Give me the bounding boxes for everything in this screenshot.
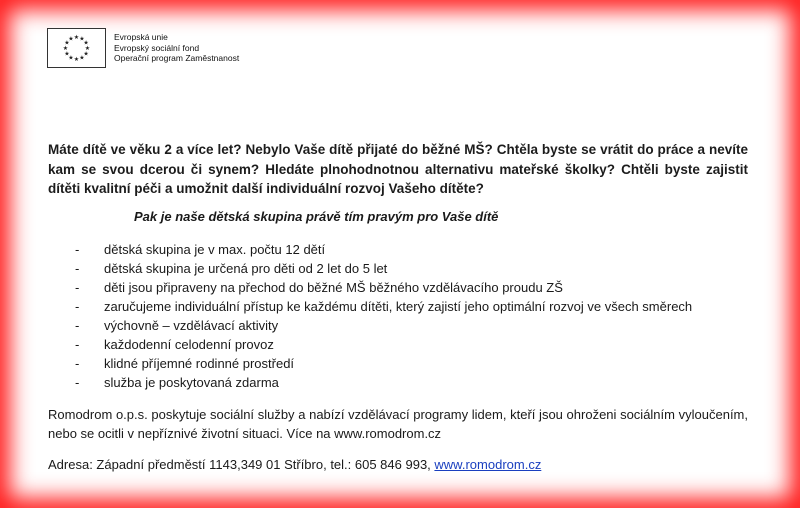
bullet-dash: -: [75, 242, 80, 257]
tagline: Pak je naše dětská skupina právě tím pravým pro Vaše dítě: [134, 209, 499, 224]
eu-flag-icon: [47, 28, 106, 68]
eu-star-icon: ★: [84, 46, 91, 53]
list-item: [75, 354, 692, 373]
eu-star-icon: ★: [79, 55, 85, 62]
list-item-text: dětská skupina je v max. počtu 12 dětí: [104, 242, 326, 257]
address-text: Adresa: Západní předměstí 1143,349 01 Stříbro, tel.: 605 846 993,: [48, 457, 435, 472]
list-item-text: výchovně – vzdělávací aktivity: [104, 318, 279, 333]
bullet-dash: -: [75, 356, 80, 371]
feature-list: [75, 240, 692, 392]
eu-star-icon: ★: [73, 57, 80, 64]
bullet-dash: -: [75, 337, 80, 352]
eu-star-icon: ★: [73, 35, 80, 42]
list-item-text: každodenní celodenní provoz: [104, 337, 274, 352]
bullet-dash: -: [75, 318, 80, 333]
website-link[interactable]: www.romodrom.cz: [434, 457, 542, 472]
about-paragraph: Romodrom o.p.s. poskytuje sociální služby a nabízí vzdělávací programy lidem, kteří jsou ohroženi sociálním vyloučením, nebo se ocitli v nepříznivé životní situaci. Více na www.romodrom.cz: [48, 407, 748, 441]
eu-line-2: Evropský sociální fond: [114, 42, 200, 53]
list-item-text: dětská skupina je určená pro děti od 2 let do 5 let: [104, 261, 388, 276]
eu-star-icon: ★: [79, 36, 85, 43]
list-item: [75, 316, 692, 335]
bullet-dash: -: [75, 299, 80, 314]
eu-line-3: Operační program Zaměstnanost: [114, 53, 240, 63]
bullet-dash: -: [75, 280, 80, 295]
bullet-dash: -: [75, 375, 80, 390]
eu-star-icon: ★: [83, 51, 89, 58]
eu-star-icon: ★: [64, 51, 70, 58]
list-item-text: klidné příjemné rodinné prostředí: [104, 356, 295, 371]
eu-line-1: Evropská unie: [114, 32, 168, 42]
eu-star-icon: ★: [83, 40, 89, 47]
eu-star-icon: ★: [62, 46, 69, 53]
eu-star-icon: ★: [64, 40, 70, 47]
intro-paragraph: Máte dítě ve věku 2 a více let? Nebylo Vaše dítě přijaté do běžné MŠ? Chtěla byste se vrátit do práce a nevíte kam se svou dcerou či synem? Hledáte plnohodnotnou alternativu mateřské školky? Chtěli byste zajistit dítěti kvalitní péči a umožnit další individuální rozvoj Vašeho dítěte?: [48, 142, 748, 196]
list-item-text: děti jsou připraveny na přechod do běžné MŠ běžného vzdělávacího proudu ZŠ: [104, 280, 563, 295]
list-item: [75, 278, 692, 297]
list-item: [75, 240, 692, 259]
eu-header: [47, 28, 239, 68]
list-item: [75, 297, 692, 316]
eu-star-icon: ★: [68, 55, 74, 62]
address-line: [48, 455, 541, 474]
list-item-text: zaručujeme individuální přístup ke každému dítěti, který zajistí jeho optimální rozvoj ve všech směrech: [104, 299, 693, 314]
list-item: [75, 259, 692, 278]
bullet-dash: -: [75, 261, 80, 276]
list-item: [75, 373, 692, 392]
eu-star-icon: ★: [68, 36, 74, 43]
list-item: [75, 335, 692, 354]
list-item-text: služba je poskytovaná zdarma: [104, 375, 279, 390]
eu-text-block: [114, 32, 239, 64]
